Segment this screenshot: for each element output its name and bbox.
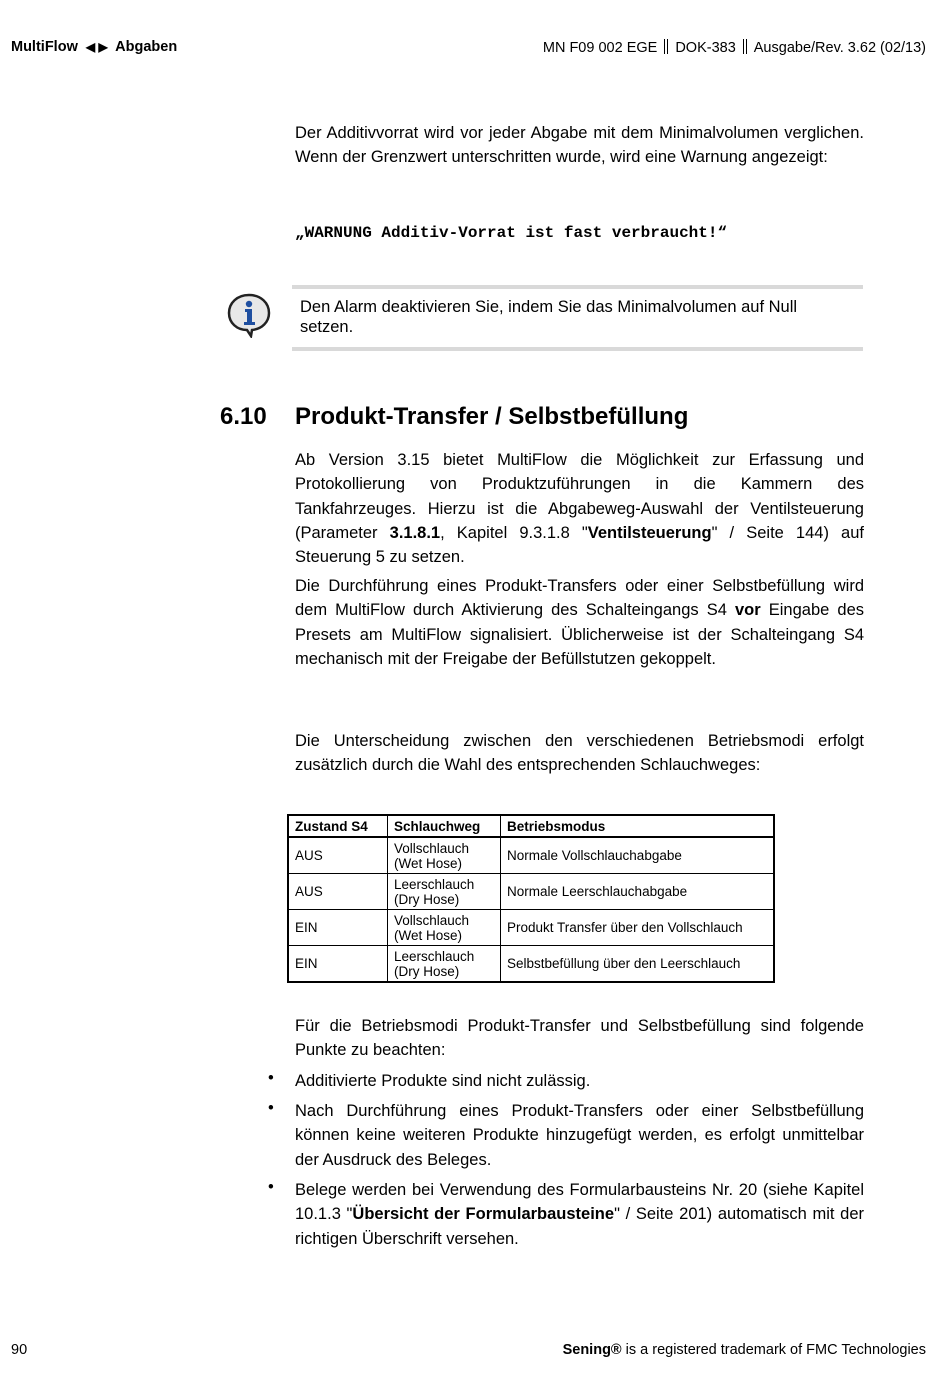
table-cell-state: AUS [288, 874, 388, 910]
text-run: " / Seite 201) automatisch mit der richtigen Überschrift versehen. [295, 1205, 864, 1248]
hose-name: Leerschlauch [394, 948, 475, 964]
hose-alias: (Dry Hose) [394, 891, 460, 907]
warning-message: „WARNUNG Additiv-Vorrat ist fast verbraucht!“ [295, 224, 728, 242]
table-row [288, 910, 774, 946]
hose-alias: (Wet Hose) [394, 927, 463, 943]
table-cell-mode: Produkt Transfer über den Vollschlauch [501, 910, 775, 946]
table-header: Schlauchweg [388, 815, 501, 837]
table-cell-state: AUS [288, 837, 388, 874]
modes-table [287, 814, 775, 983]
section-paragraph-3: Die Unterscheidung zwischen den verschiedenen Betriebsmodi erfolgt zusätzlich durch die Wahl des entsprechenden Schlauchweges: [295, 732, 864, 775]
chapter-ref: Ventilsteuerung [587, 523, 712, 542]
text-run: Die Durchführung eines Produkt-Transfers oder einer Selbstbefüllung wird dem MultiFlow durch Aktivierung des Schalteingangs S4 [295, 577, 864, 620]
note-box [292, 285, 863, 351]
table-cell-state: EIN [288, 946, 388, 983]
header-separator [743, 39, 747, 54]
header-doc-info [543, 39, 926, 56]
bullet-icon: • [268, 1069, 274, 1087]
text-run: Belege werden bei Verwendung des Formularbausteins Nr. 20 (siehe Kapitel 10.1.3 " [295, 1181, 864, 1224]
table-row [288, 874, 774, 910]
hose-alias: (Wet Hose) [394, 855, 463, 871]
table-cell-hose [388, 910, 501, 946]
hose-name: Vollschlauch [394, 840, 470, 856]
hose-name: Vollschlauch [394, 912, 470, 928]
header-app: MultiFlow [11, 39, 78, 55]
bullet-icon: • [268, 1178, 274, 1196]
bullet-item-1: Additivierte Produkte sind nicht zulässig. [295, 1072, 591, 1090]
table-cell-hose [388, 837, 501, 874]
hose-name: Leerschlauch [394, 876, 475, 892]
header-title [11, 39, 177, 55]
info-icon [226, 292, 272, 338]
bullet-icon: • [268, 1099, 274, 1117]
intro-paragraph: Der Additivvorrat wird vor jeder Abgabe mit dem Minimalvolumen verglichen. Wenn der Grenzwert unterschritten wurde, wird eine Warnung angezeigt: [295, 124, 864, 167]
page-number: 90 [11, 1342, 28, 1358]
header-section: Abgaben [115, 39, 178, 55]
header-dok: DOK-383 [675, 40, 736, 56]
text-run: Eingabe des Presets am MultiFlow signalisiert. Üblicherweise ist der Schalteingang S4 mechanisch mit der Freigabe der Befüllstutzen gekoppelt. [295, 601, 865, 668]
hose-alias: (Dry Hose) [394, 963, 460, 979]
bullet-item-2: Nach Durchführung eines Produkt-Transfers oder einer Selbstbefüllung können keine weiteren Produkte hinzugefügt werden, es erfolgt unmittelbar der Ausdruck des Beleges. [295, 1102, 864, 1169]
table-cell-mode: Selbstbefüllung über den Leerschlauch [501, 946, 775, 983]
table-cell-hose [388, 874, 501, 910]
table-cell-mode: Normale Leerschlauchabgabe [501, 874, 775, 910]
header-separator [664, 39, 668, 54]
text-run: " / Seite 144) auf Steuerung 5 zu setzen. [295, 523, 864, 567]
after-paragraph: Für die Betriebsmodi Produkt-Transfer und Selbstbefüllung sind folgende Punkte zu beachten: [295, 1017, 864, 1060]
chapter-ref: Übersicht der Formularbausteine [352, 1205, 615, 1224]
table-header: Zustand S4 [288, 815, 388, 837]
parameter-ref: 3.1.8.1 [389, 523, 441, 542]
brand-name: Sening® [562, 1342, 622, 1358]
table-cell-mode: Normale Vollschlauchabgabe [501, 837, 775, 874]
emphasis: vor [734, 601, 761, 620]
table-header: Betriebsmodus [501, 815, 775, 837]
section-number: 6.10 [220, 403, 267, 430]
section-paragraph-2 [295, 574, 864, 671]
nav-arrows-icon: ◀ ▶ [85, 40, 108, 54]
footer-trademark [563, 1342, 926, 1358]
header-rev: Ausgabe/Rev. 3.62 (02/13) [753, 40, 926, 56]
table-row [288, 837, 774, 874]
table-header-row [288, 815, 774, 837]
table-cell-hose [388, 946, 501, 983]
bullet-item-3 [295, 1178, 864, 1251]
trademark-text: is a registered trademark of FMC Technologies [621, 1342, 926, 1358]
section-title: Produkt-Transfer / Selbstbefüllung [295, 403, 689, 430]
text-run: Ab Version 3.15 bietet MultiFlow die Möglichkeit zur Erfassung und Protokollierung von Produktzuführungen in die Kammern des Tankfahrzeuges. Hierzu ist die Abgabeweg-Auswahl der Ventilsteuerung (Parameter [295, 451, 864, 542]
note-text: Den Alarm deaktivieren Sie, indem Sie das Minimalvolumen auf Null setzen. [300, 298, 798, 336]
section-paragraph-1 [295, 448, 864, 569]
text-run: , Kapitel 9.3.1.8 " [440, 523, 588, 542]
header-doc-id: MN F09 002 EGE [542, 40, 658, 56]
table-cell-state: EIN [288, 910, 388, 946]
table-row [288, 946, 774, 983]
